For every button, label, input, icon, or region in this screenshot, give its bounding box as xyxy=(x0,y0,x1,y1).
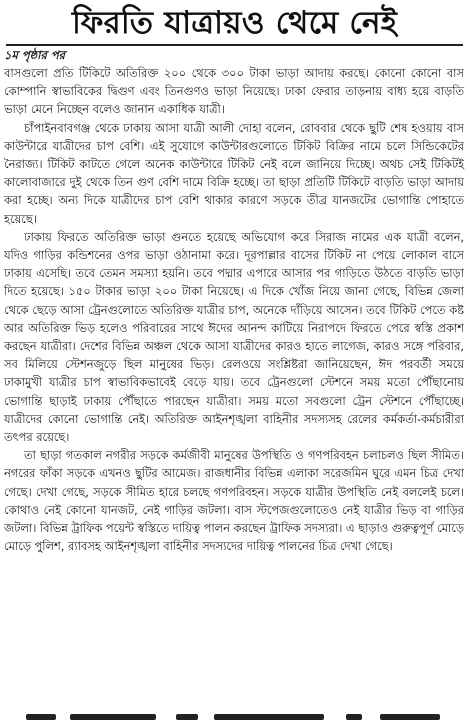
article-headline: ফিরতি যাত্রায়ও থেমে নেই xyxy=(71,5,398,41)
article-paragraph-2: চাঁপাইনবাবগঞ্জ থেকে ঢাকায় আসা যাত্রী আলী দোহা বলেন, রোববার থেকে ছুটি শেষ হওয়ায় বাস কাউন্টারে যাত্রীদের চাপ বেশি। এই সুযোগে কাউন্টারগুলোতে টিকিট বিক্রির নামে চলে সিন্ডিকেটের নৈরাজ্য। টিকিট কাটতে গেলে অনেক কাউন্টারে টিকিট নেই বলে জানিয়ে দিচ্ছে। অথচ সেই টিকিটই কালোবাজারে দুই থেকে তিন গুণ বেশি দামে বিক্রি হচ্ছে। তা ছাড়া প্রতিটি টিকিটে বাড়তি ভাড়া আদায় করা হচ্ছে। অন্য দিকে যাত্রীদের চাপ বেশি থাকার কারণে সড়কে তীব্র যানজটের ভোগান্তি পোহাতে হয়েছে। xyxy=(4,120,464,226)
next-headline-fragment xyxy=(0,712,469,720)
article-body xyxy=(4,46,464,555)
continued-from-label: ১ম পৃষ্ঠার পর xyxy=(4,48,65,62)
article-paragraph-1: বাসগুলো প্রতি টিকিটে অতিরিক্ত ২০০ থেকে ৩০০ টাকা ভাড়া আদায় করছে। কোনো কোনো বাস কোম্পানি স্বাভাবিকের দ্বিগুণ এবং তিনগুণও ভাড়া নিয়েছে। ঢাকা ফেরার তাড়নায় বাধ্য হয়ে বাড়তি ভাড়া মেনে নিচ্ছেন বলেও জানান একাধিক যাত্রী। xyxy=(4,66,464,117)
article-paragraph-3: ঢাকায় ফিরতে অতিরিক্ত ভাড়া গুনতে হয়েছে অভিযোগ করে সিরাজ নামের এক যাত্রী বলেন, যদিও গাড়ির কন্ডিশনের ওপর ভাড়া ওঠানামা করে। দূরপাল্লার বাসের টিকিট না পেয়ে লোকাল বাসে ঢাকায় এসেছি। তবে তেমন সমস্যা হয়নি। তবে পদ্মার এপারে আসার পর গাড়িতে উঠতে বাড়তি ভাড়া দিতে হয়েছে। ১৫০ টাকার ভাড়া ২০০ টাকা নিয়েছে। এ দিকে খোঁজ নিয়ে জানা গেছে, বিভিন্ন জেলা থেকে ছেড়ে আসা ট্রেনগুলোতে অতিরিক্ত যাত্রীর চাপ, অনেকে দাঁড়িয়ে আসেন। তবে টিকিট পেতে কষ্ট আর অতিরিক্ত ভিড় হলেও পরিবারের সাথে ঈদের আনন্দ কাটিয়ে নিরাপদে ফিরতে পেরে স্বস্তি প্রকাশ করছেন যাত্রীরা। দেশের বিভিন্ন অঞ্চল থেকে আসা যাত্রীদের কারও হাতে লাগেজ, কারও সঙ্গে পরিবার, সব মিলিয়ে স্টেশনজুড়ে ছিল মানুষের ভিড়। রেলওয়ে সংশ্লিষ্টরা জানিয়েছেন, ঈদ পরবর্তী সময়ে ঢাকামুখী যাত্রীর চাপ স্বাভাবিকভাবেই বেড়ে যায়। তবে ট্রেনগুলো স্টেশনে সময় মতো পৌঁছানোয় ভোগান্তি ছাড়াই ঢাকায় পৌঁছাতে পারছেন যাত্রীরা। সময় মতো সবগুলো ট্রেন স্টেশনে পৌঁছাচ্ছে। যাত্রীদের কোনো ভোগান্তি নেই। অতিরিক্ত আইনশৃঙ্খলা বাহিনীর সদস্যসহ রেলের কর্মকর্তা-কর্মচারীরা তৎপর রয়েছে। xyxy=(4,229,464,445)
article-paragraph-4: তা ছাড়া গতকাল নগরীর সড়কে কর্মজীবী মানুষের উপস্থিতি ও গণপরিবহন চলাচলও ছিল সীমিত। নগরের ফাঁকা সড়কে এখনও ছুটির আমেজ। রাজধানীর বিভিন্ন এলাকা সরেজমিন ঘুরে এমন চিত্র দেখা গেছে। দেখা গেছে, সড়কে সীমিত হারে চলছে গণপরিবহন। সড়কে যাত্রীর উপস্থিতি নেই বললেই চলে। কোথাও নেই কোনো যানজট, নেই গাড়ির জটলা। বাস স্টপেজগুলোতেও নেই যাত্রীর ভিড় বা গাড়ির জটলা। বিভিন্ন ট্রাফিক পয়েন্ট স্বস্তিতে দায়িত্ব পালন করছেন ট্রাফিক সদস্যরা। এ ছাড়াও গুরুত্বপূর্ণ মোড়ে মোড়ে পুলিশ, র‍্যাবসহ আইনশৃঙ্খলা বাহিনীর সদস্যদের দায়িত্ব পালনের চিত্র দেখা গেছে। xyxy=(4,448,464,554)
